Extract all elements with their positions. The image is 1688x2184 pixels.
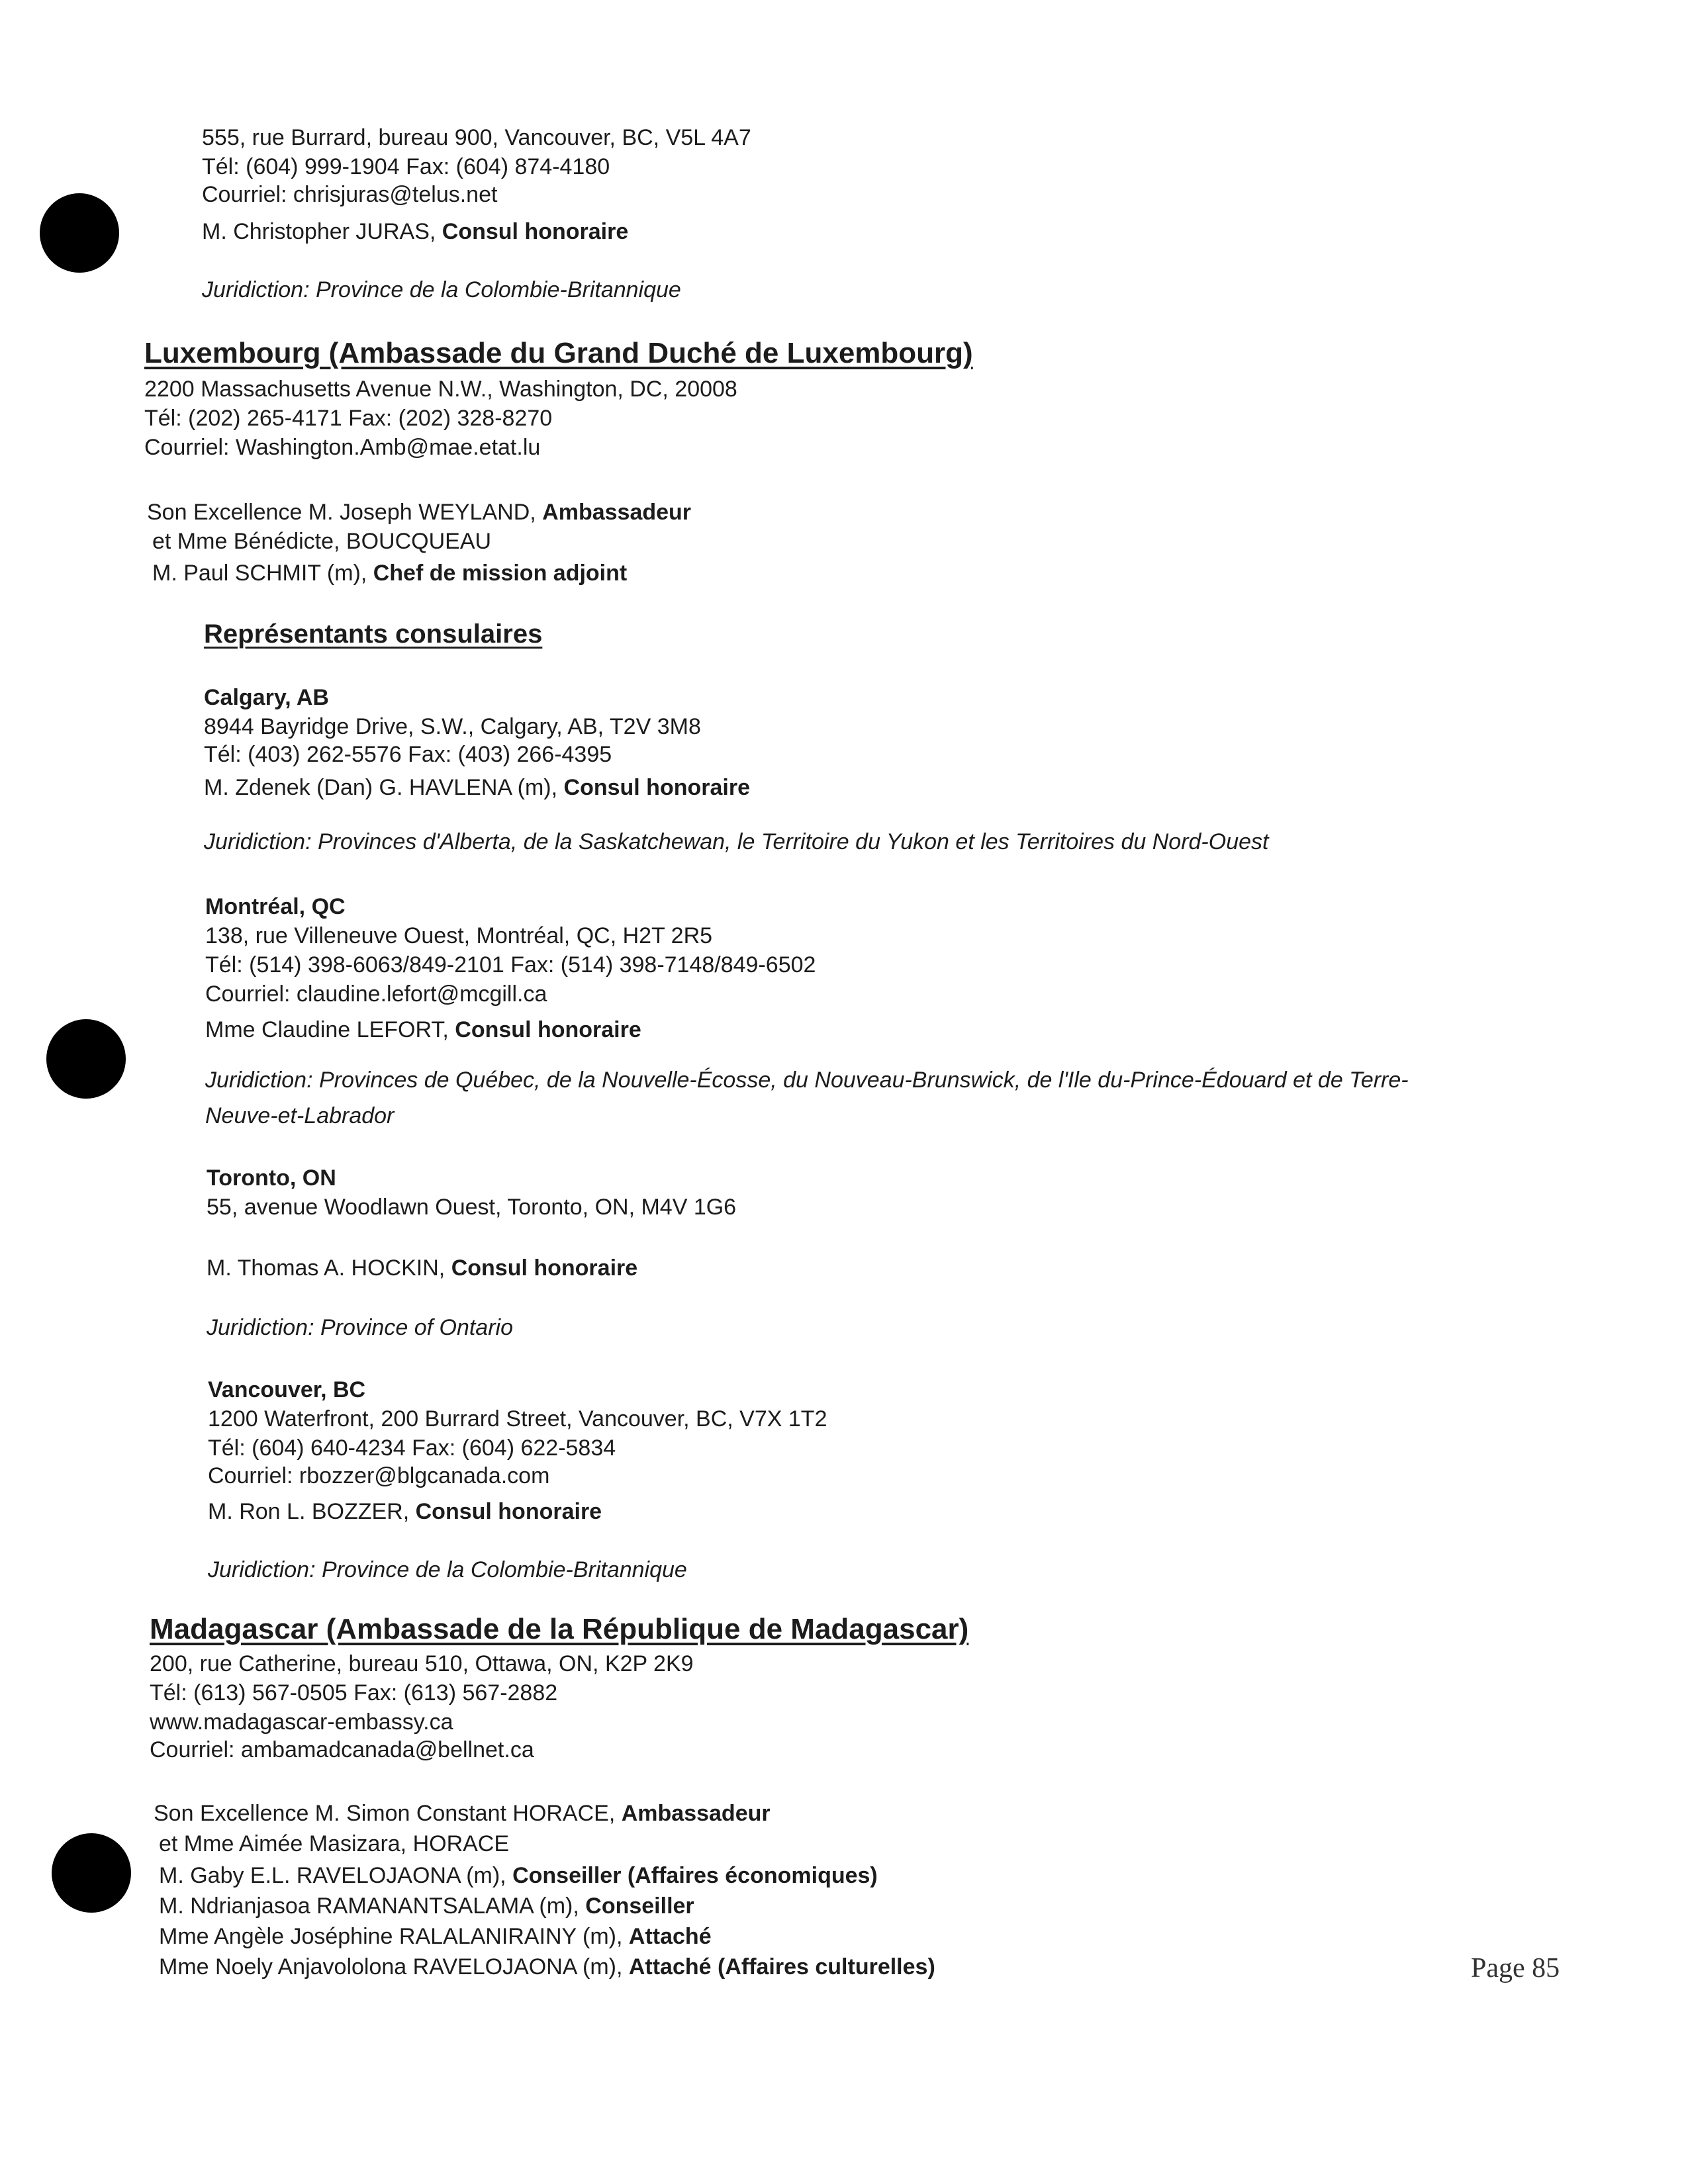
consulate-email: Courriel: rbozzer@blgcanada.com <box>208 1463 550 1488</box>
staff-name: M. Paul SCHMIT (m), <box>152 561 373 586</box>
person-name: M. Zdenek (Dan) G. HAVLENA (m), <box>204 775 564 800</box>
staff-name: M. Ndrianjasoa RAMANANTSALAMA (m), <box>159 1893 586 1919</box>
staff-name: et Mme Aimée Masizara, HORACE <box>159 1831 510 1856</box>
consulate-city-vancouver: Vancouver, BC <box>208 1377 366 1402</box>
person-name: M. Christopher JURAS, <box>202 219 442 244</box>
staff-title: Ambassadeur <box>621 1801 771 1826</box>
staff-name: et Mme Bénédicte, BOUCQUEAU <box>152 529 492 554</box>
jurisdiction-value: Province de la Colombie-Britannique <box>315 277 681 302</box>
madagascar-address: 200, rue Catherine, bureau 510, Ottawa, ON, K2P 2K9 <box>150 1651 694 1676</box>
madagascar-staff-5 <box>159 1923 712 1950</box>
madagascar-email: Courriel: ambamadcanada@bellnet.ca <box>150 1737 534 1762</box>
staff-title: Ambassadeur <box>542 500 692 525</box>
madagascar-staff-6 <box>159 1954 935 1980</box>
consulate-person <box>208 1498 602 1525</box>
top-entry-person <box>202 218 628 245</box>
staff-title: Chef de mission adjoint <box>373 561 628 586</box>
consulate-phone: Tél: (604) 640-4234 Fax: (604) 622-5834 <box>208 1435 616 1461</box>
consulate-person <box>205 1017 641 1043</box>
consulate-address: 55, avenue Woodlawn Ouest, Toronto, ON, M4V 1G6 <box>207 1195 737 1220</box>
staff-name: Mme Noely Anjavololona RAVELOJAONA (m), <box>159 1954 629 1979</box>
consulate-jurisdiction <box>208 1557 687 1583</box>
jurisdiction-value: Province of Ontario <box>320 1315 513 1340</box>
top-entry-phone: Tél: (604) 999-1904 Fax: (604) 874-4180 <box>202 154 610 179</box>
top-entry-jurisdiction <box>202 277 681 303</box>
consulate-email: Courriel: claudine.lefort@mcgill.ca <box>205 981 547 1007</box>
jurisdiction-value: Provinces d'Alberta, de la Saskatchewan, le Territoire du Yukon et les Territoires du Nord-Ouest <box>317 829 1269 854</box>
luxembourg-address: 2200 Massachusetts Avenue N.W., Washington, DC, 20008 <box>144 377 737 402</box>
consular-representatives-heading: Représentants consulaires <box>204 619 543 649</box>
punch-hole-top <box>40 193 119 273</box>
consulate-city-toronto: Toronto, ON <box>207 1165 336 1191</box>
person-name: M. Ron L. BOZZER, <box>208 1499 416 1524</box>
madagascar-staff-3 <box>159 1862 878 1889</box>
person-title: Consul honoraire <box>563 775 750 800</box>
madagascar-heading: Madagascar (Ambassade de la République de Madagascar) <box>150 1613 969 1645</box>
jurisdiction-label: Juridiction: <box>207 1315 320 1340</box>
person-title: Consul honoraire <box>455 1017 641 1042</box>
jurisdiction-value: Provinces de Québec, de la Nouvelle-Écosse, du Nouveau-Brunswick, de l'Ile du-Prince-Édouard et de Terre- <box>318 1068 1409 1093</box>
consulate-person <box>207 1255 637 1281</box>
jurisdiction-label: Juridiction: <box>202 277 316 302</box>
consulate-jurisdiction <box>204 829 1268 855</box>
punch-hole-middle <box>46 1019 126 1099</box>
staff-name: M. Gaby E.L. RAVELOJAONA (m), <box>159 1863 513 1888</box>
jurisdiction-label: Juridiction: <box>205 1068 319 1093</box>
top-entry-email: Courriel: chrisjuras@telus.net <box>202 182 498 207</box>
luxembourg-staff-2 <box>152 528 491 555</box>
madagascar-website: www.madagascar-embassy.ca <box>150 1709 453 1735</box>
top-entry-address: 555, rue Burrard, bureau 900, Vancouver, BC, V5L 4A7 <box>202 125 751 150</box>
consulate-phone: Tél: (514) 398-6063/849-2101 Fax: (514) 398-7148/849-6502 <box>205 952 816 978</box>
luxembourg-email: Courriel: Washington.Amb@mae.etat.lu <box>144 435 541 460</box>
person-name: M. Thomas A. HOCKIN, <box>207 1255 451 1281</box>
person-title: Consul honoraire <box>415 1499 602 1524</box>
jurisdiction-label: Juridiction: <box>208 1557 322 1582</box>
madagascar-phone: Tél: (613) 567-0505 Fax: (613) 567-2882 <box>150 1680 558 1706</box>
person-title: Consul honoraire <box>442 219 629 244</box>
staff-name: Son Excellence M. Joseph WEYLAND, <box>147 500 543 525</box>
luxembourg-staff-3 <box>152 560 627 586</box>
person-name: Mme Claudine LEFORT, <box>205 1017 455 1042</box>
luxembourg-staff-1 <box>147 499 691 525</box>
jurisdiction-value: Province de la Colombie-Britannique <box>321 1557 687 1582</box>
consulate-person <box>204 774 750 801</box>
consulate-city-calgary: Calgary, AB <box>204 685 329 710</box>
luxembourg-heading: Luxembourg (Ambassade du Grand Duché de Luxembourg) <box>144 337 973 369</box>
consulate-address: 1200 Waterfront, 200 Burrard Street, Vancouver, BC, V7X 1T2 <box>208 1406 827 1432</box>
staff-name: Mme Angèle Joséphine RALALANIRAINY (m), <box>159 1924 629 1949</box>
luxembourg-phone: Tél: (202) 265-4171 Fax: (202) 328-8270 <box>144 406 553 431</box>
consulate-jurisdiction-continued: Neuve-et-Labrador <box>205 1103 395 1128</box>
consulate-address: 8944 Bayridge Drive, S.W., Calgary, AB, T2V 3M8 <box>204 714 701 739</box>
staff-title: Conseiller (Affaires économiques) <box>512 1863 878 1888</box>
consulate-jurisdiction <box>207 1314 513 1341</box>
consulate-phone: Tél: (403) 262-5576 Fax: (403) 266-4395 <box>204 742 612 767</box>
person-title: Consul honoraire <box>451 1255 638 1281</box>
madagascar-staff-2 <box>159 1831 509 1857</box>
consulate-address: 138, rue Villeneuve Ouest, Montréal, QC, H2T 2R5 <box>205 923 713 948</box>
page-number: Page 85 <box>1471 1953 1560 1983</box>
consulate-jurisdiction <box>205 1067 1409 1093</box>
staff-name: Son Excellence M. Simon Constant HORACE, <box>154 1801 622 1826</box>
madagascar-staff-4 <box>159 1893 694 1919</box>
staff-title: Conseiller <box>585 1893 694 1919</box>
staff-title: Attaché <box>628 1924 712 1949</box>
staff-title: Attaché (Affaires culturelles) <box>628 1954 935 1979</box>
punch-hole-bottom <box>52 1833 131 1913</box>
madagascar-staff-1 <box>154 1800 771 1827</box>
consulate-city-montreal: Montréal, QC <box>205 894 346 919</box>
jurisdiction-label: Juridiction: <box>204 829 318 854</box>
